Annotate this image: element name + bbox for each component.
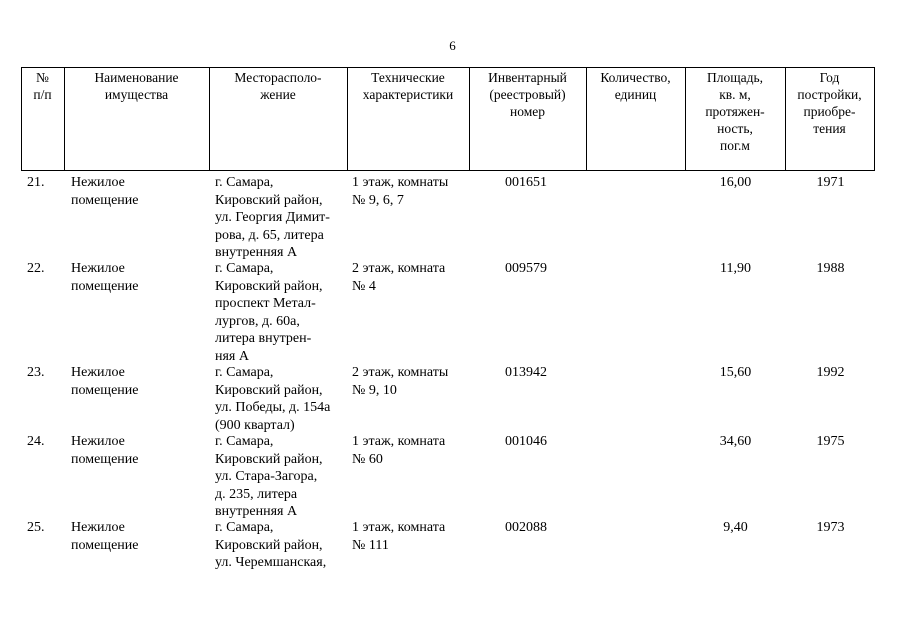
text-line: проспект Метал- (215, 296, 316, 311)
property-location (215, 174, 347, 262)
year-value: 1992 (816, 365, 845, 380)
header-line: кв. м, (719, 87, 751, 102)
header-line: Количество, (600, 70, 671, 85)
text-line: № 9, 10 (352, 382, 397, 398)
header-line: номер (509, 104, 545, 119)
inventory-number: 009579 (505, 261, 547, 276)
property-location (215, 519, 347, 572)
text-line: Кировский район, (215, 278, 323, 294)
header-line: Наименование (94, 70, 179, 85)
row-number: 23. (27, 365, 45, 380)
text-line: № 111 (352, 537, 389, 553)
header-cell-location (209, 69, 347, 103)
text-line: помещение (71, 382, 139, 398)
header-top-border (21, 67, 875, 68)
text-line: Нежилое (71, 520, 125, 535)
text-line: няя А (215, 348, 249, 364)
inventory-number: 013942 (505, 365, 547, 380)
text-line: № 4 (352, 278, 376, 294)
text-line: д. 235, литера (215, 486, 298, 502)
text-line: 2 этаж, комнаты (352, 365, 449, 380)
area-value: 34,60 (719, 434, 752, 449)
header-cell-area (685, 69, 785, 154)
header-line: имущества (104, 87, 169, 102)
text-line: Кировский район, (215, 537, 323, 553)
technical-characteristics (352, 519, 472, 554)
text-line: 1 этаж, комнаты (352, 175, 449, 190)
technical-characteristics (352, 364, 472, 399)
header-line: № (36, 70, 49, 85)
text-line: ул. Стара-Загора, (215, 469, 318, 484)
header-line: ность, (717, 121, 753, 136)
text-line: помещение (71, 451, 139, 467)
property-name (71, 364, 211, 399)
text-line: Нежилое (71, 261, 125, 276)
page-number: 6 (449, 38, 456, 53)
header-line: (реестровый) (489, 87, 566, 102)
property-location (215, 364, 347, 434)
year-value: 1973 (816, 520, 845, 535)
text-line: 2 этаж, комната (352, 261, 446, 276)
technical-characteristics (352, 174, 472, 209)
header-line: п/п (33, 87, 52, 102)
table-header (21, 67, 875, 171)
text-line: помещение (71, 192, 139, 208)
text-line: помещение (71, 278, 139, 294)
header-line: единиц (614, 87, 657, 102)
text-line: г. Самара, (215, 261, 274, 276)
property-name (71, 174, 211, 209)
property-location (215, 260, 347, 365)
text-line: Нежилое (71, 175, 125, 190)
text-line: г. Самара, (215, 434, 274, 449)
text-line: № 60 (352, 451, 383, 467)
text-line: 1 этаж, комната (352, 520, 446, 535)
header-line: протяжен- (705, 104, 765, 119)
text-line: внутренняя А (215, 245, 298, 260)
header-cell-name (64, 69, 209, 103)
year-value: 1988 (816, 261, 845, 276)
header-cell-inventory (469, 69, 586, 120)
header-line: Площадь, (706, 70, 764, 85)
text-line: лургов, д. 60а, (215, 313, 300, 329)
area-value: 9,40 (723, 520, 748, 535)
area-value: 11,90 (720, 261, 751, 276)
text-line: № 9, 6, 7 (352, 192, 404, 208)
header-line: Технические (371, 70, 445, 85)
text-line: помещение (71, 537, 139, 553)
header-cell-tech (347, 69, 469, 103)
text-line: Кировский район, (215, 192, 323, 208)
technical-characteristics (352, 433, 472, 468)
area-value: 15,60 (719, 365, 752, 380)
column-divider (874, 67, 875, 171)
technical-characteristics (352, 260, 472, 295)
text-line: (900 квартал) (215, 417, 295, 433)
property-name (71, 519, 211, 554)
header-cell-quantity (586, 69, 685, 103)
header-line: приобре- (803, 104, 856, 119)
inventory-number: 001046 (505, 434, 547, 449)
header-cell-number (21, 69, 64, 103)
header-line: Год (819, 70, 840, 85)
text-line: внутренняя А (215, 504, 298, 519)
inventory-number: 001651 (505, 175, 547, 190)
header-line: характеристики (362, 87, 454, 102)
header-line: тения (813, 121, 846, 136)
text-line: г. Самара, (215, 365, 274, 380)
text-line: Кировский район, (215, 382, 323, 398)
text-line: Нежилое (71, 434, 125, 449)
text-line: ул. Победы, д. 154а (215, 400, 331, 415)
text-line: рова, д. 65, литера (215, 227, 324, 243)
text-line: Кировский район, (215, 451, 323, 467)
header-cell-year (785, 69, 874, 137)
header-line: Инвентарный (488, 70, 567, 85)
row-number: 25. (27, 520, 45, 535)
row-number: 22. (27, 261, 45, 276)
row-number: 21. (27, 175, 45, 190)
header-line: Месторасполо- (234, 70, 322, 85)
header-line: пог.м (720, 138, 750, 153)
area-value: 16,00 (719, 175, 752, 190)
property-location (215, 433, 347, 521)
text-line: г. Самара, (215, 175, 274, 190)
text-line: литера внутрен- (215, 331, 312, 346)
property-name (71, 260, 211, 295)
property-name (71, 433, 211, 468)
row-number: 24. (27, 434, 45, 449)
year-value: 1971 (816, 175, 845, 190)
inventory-number: 002088 (505, 520, 547, 535)
text-line: Нежилое (71, 365, 125, 380)
text-line: ул. Черемшанская, (215, 555, 327, 570)
text-line: 1 этаж, комната (352, 434, 446, 449)
header-bottom-border (21, 170, 875, 171)
header-line: постройки, (797, 87, 862, 102)
text-line: г. Самара, (215, 520, 274, 535)
text-line: ул. Георгия Димит- (215, 210, 330, 225)
year-value: 1975 (816, 434, 845, 449)
header-line: жение (260, 87, 296, 102)
